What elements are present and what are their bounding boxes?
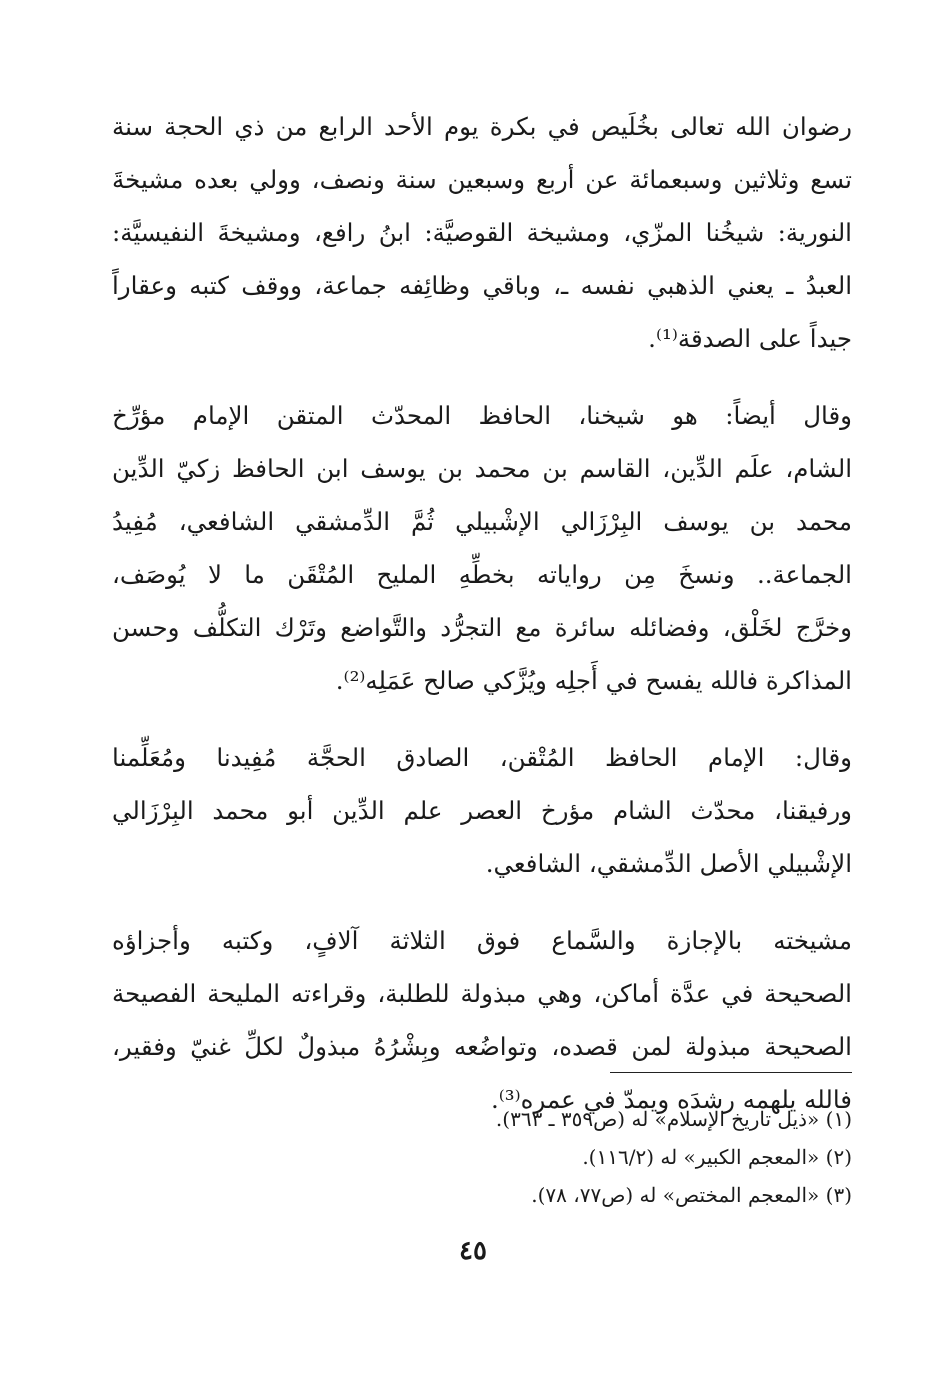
text-line: الصحيحة في عدَّة أماكن، وهي مبذولة للطلبة، وقراءته المليحة الفصيحة — [112, 979, 852, 1008]
footnote-divider — [610, 1072, 852, 1073]
footnotes — [400, 1100, 852, 1214]
text-line: الصحيحة مبذولة لمن قصده، وتواضُعه وبِشْرُهُ مبذولٌ لكلِّ غنيّ وفقير، — [112, 1032, 852, 1061]
text-line: وقال: الإمام الحافظ المُتْقن، الصادق الحجَّة مُفِيدنا ومُعَلِّمنا — [112, 743, 852, 772]
paragraph-gap — [112, 707, 852, 731]
text-line: العبدُ ـ يعني الذهبي نفسه ـ، وباقي وظائِفه جماعة، ووقف كتبه وعقاراً — [112, 271, 852, 300]
text-line: وقال أيضاً: هو شيخنا، الحافظ المحدّث المتقن الإمام مؤرِّخ — [112, 401, 852, 430]
footnote: (٣) «المعجم المختص» له (ص٧٧، ٧٨). — [531, 1183, 852, 1207]
text-line: ورفيقنا، محدّث الشام مؤرخ العصر علم الدِّين أبو محمد البِرْزَالي — [112, 796, 852, 825]
paragraph — [112, 100, 852, 365]
text-line: الجماعة.. ونسخَ مِن رواياته بخطِّهِ المليح المُتْقَن ما لا يُوصَف، — [112, 560, 852, 589]
text-line: رضوان الله تعالى بخُلَيص في بكرة يوم الأحد الرابع من ذي الحجة سنة — [112, 112, 852, 141]
footnote: (٢) «المعجم الكبير» له (١١٦/٢). — [582, 1145, 852, 1169]
text-line: وخرَّج لخَلْق، وفضائله سائرة مع التجرُّد والتَّواضع وتَرْك التكلُّف وحسن — [112, 613, 852, 642]
text-line: المذاكرة فالله يفسح في أَجلِه ويُزَّكي صالح عَمَلِه⁽²⁾. — [335, 666, 852, 695]
text-line: تسع وثلاثين وسبعمائة عن أربع وسبعين سنة ونصف، وولي بعده مشيخةَ — [112, 165, 852, 194]
footnote: (١) «ذيل تاريخ الإسلام» له (ص٣٥٩ ـ ٣٦٣). — [495, 1107, 852, 1131]
page-number: ٤٥ — [459, 1236, 487, 1266]
text-line: فالله يلهمه رشدَه ويمدّ في عمره⁽³⁾. — [490, 1085, 852, 1114]
main-text — [112, 100, 852, 1126]
text-line: مشيخته بالإجازة والسَّماع فوق الثلاثة آلافٍ، وكتبه وأجزاؤه — [112, 926, 852, 955]
paragraph — [112, 914, 852, 1126]
text-line: محمد بن يوسف البِرْزَالي الإشْبيلي ثُمَّ الدِّمشقي الشافعي، مُفِيدُ — [112, 507, 852, 536]
text-line: جيداً على الصدقة⁽¹⁾. — [648, 324, 852, 353]
paragraph — [112, 731, 852, 890]
text-line: الشام، علَم الدِّين، القاسم بن محمد بن يوسف ابن الحافظ زكيّ الدِّين — [112, 454, 852, 483]
paragraph-gap — [112, 365, 852, 389]
text-line: النورية: شيخُنا المزّي، ومشيخة القوصيَّة: ابنُ رافع، ومشيخةَ النفيسيَّة: — [112, 218, 852, 247]
text-line: الإشْبيلي الأصل الدِّمشقي، الشافعي. — [485, 849, 852, 878]
paragraph-gap — [112, 890, 852, 914]
paragraph — [112, 389, 852, 707]
